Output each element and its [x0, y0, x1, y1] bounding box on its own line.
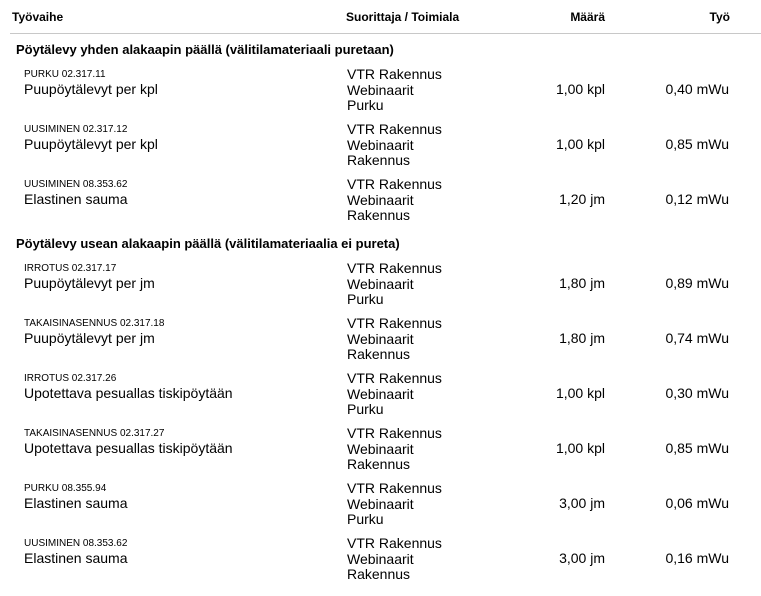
performer-company: VTR Rakennus [347, 260, 442, 276]
performer-category: Rakennus [347, 566, 411, 582]
performer [347, 481, 442, 528]
performer-category: Purku [347, 511, 384, 527]
performer-group: Webinaarit [347, 440, 414, 457]
performer-company: VTR Rakennus [347, 121, 442, 137]
task-code: UUSIMINEN 08.353.62 [24, 179, 128, 190]
table-row [0, 122, 761, 174]
performer-category: Purku [347, 401, 384, 417]
task-code: IRROTUS 02.317.26 [24, 373, 117, 384]
performer-category: Rakennus [347, 207, 411, 223]
performer-group: Webinaarit [347, 330, 414, 347]
performer-group: Webinaarit [347, 191, 414, 208]
table-row [0, 426, 761, 478]
performer-category: Purku [347, 97, 384, 113]
header-quantity: Määrä [570, 10, 605, 24]
quantity: 1,80 jm [559, 275, 605, 291]
labor: 0,89 mWu [665, 275, 729, 291]
table-row [0, 371, 761, 423]
labor: 0,12 mWu [665, 191, 729, 207]
labor: 0,40 mWu [665, 81, 729, 97]
task-code: UUSIMINEN 08.353.62 [24, 538, 128, 549]
performer-group: Webinaarit [347, 385, 414, 402]
performer-category: Purku [347, 291, 384, 307]
performer-group: Webinaarit [347, 275, 414, 292]
task-code: TAKAISINASENNUS 02.317.27 [24, 428, 165, 439]
performer-company: VTR Rakennus [347, 176, 442, 192]
task-code: UUSIMINEN 02.317.12 [24, 124, 128, 135]
performer-group: Webinaarit [347, 495, 414, 512]
quantity: 3,00 jm [559, 495, 605, 511]
task-name: Puupöytälevyt per jm [24, 275, 155, 291]
performer-group: Webinaarit [347, 81, 414, 98]
performer [347, 177, 442, 224]
quantity: 1,00 kpl [555, 136, 605, 152]
task-name: Upotettava pesuallas tiskipöytään [24, 385, 233, 401]
performer [347, 316, 442, 363]
performer-category: Rakennus [347, 456, 411, 472]
performer [347, 536, 442, 583]
performer-company: VTR Rakennus [347, 66, 442, 82]
task-name: Upotettava pesuallas tiskipöytään [24, 440, 233, 456]
quantity: 1,00 kpl [555, 385, 605, 401]
table-header [10, 0, 761, 34]
labor: 0,30 mWu [665, 385, 729, 401]
performer-company: VTR Rakennus [347, 425, 442, 441]
task-name: Elastinen sauma [24, 550, 128, 566]
section-title: Pöytälevy usean alakaapin päällä (välitilamateriaalia ei pureta) [16, 236, 400, 251]
quantity: 1,00 kpl [555, 81, 605, 97]
task-code: PURKU 08.355.94 [24, 483, 107, 494]
performer [347, 122, 442, 169]
performer [347, 261, 442, 308]
table-row [0, 536, 761, 588]
quantity: 1,00 kpl [555, 440, 605, 456]
quantity: 3,00 jm [559, 550, 605, 566]
quantity: 1,80 jm [559, 330, 605, 346]
labor: 0,16 mWu [665, 550, 729, 566]
performer-company: VTR Rakennus [347, 535, 442, 551]
task-name: Puupöytälevyt per kpl [24, 81, 158, 97]
table-row [0, 481, 761, 533]
section-title: Pöytälevy yhden alakaapin päällä (välitilamateriaali puretaan) [16, 42, 394, 57]
performer-company: VTR Rakennus [347, 480, 442, 496]
header-work-phase: Työvaihe [12, 10, 64, 24]
performer [347, 371, 442, 418]
task-code: IRROTUS 02.317.17 [24, 263, 117, 274]
task-name: Elastinen sauma [24, 191, 128, 207]
performer-company: VTR Rakennus [347, 370, 442, 386]
task-name: Puupöytälevyt per kpl [24, 136, 158, 152]
performer [347, 426, 442, 473]
task-code: PURKU 02.317.11 [24, 69, 106, 80]
table-row [0, 67, 761, 119]
performer-category: Rakennus [347, 152, 411, 168]
labor: 0,85 mWu [665, 440, 729, 456]
task-name: Elastinen sauma [24, 495, 128, 511]
header-performer: Suorittaja / Toimiala [346, 10, 460, 24]
performer-category: Rakennus [347, 346, 411, 362]
task-code: TAKAISINASENNUS 02.317.18 [24, 318, 165, 329]
labor: 0,06 mWu [665, 495, 729, 511]
performer-group: Webinaarit [347, 550, 414, 567]
quantity: 1,20 jm [559, 191, 605, 207]
header-labor: Työ [709, 10, 730, 24]
task-name: Puupöytälevyt per jm [24, 330, 155, 346]
labor: 0,74 mWu [665, 330, 729, 346]
performer-group: Webinaarit [347, 136, 414, 153]
performer [347, 67, 442, 114]
table-row [0, 261, 761, 313]
labor: 0,85 mWu [665, 136, 729, 152]
performer-company: VTR Rakennus [347, 315, 442, 331]
table-row [0, 177, 761, 229]
table-row [0, 316, 761, 368]
